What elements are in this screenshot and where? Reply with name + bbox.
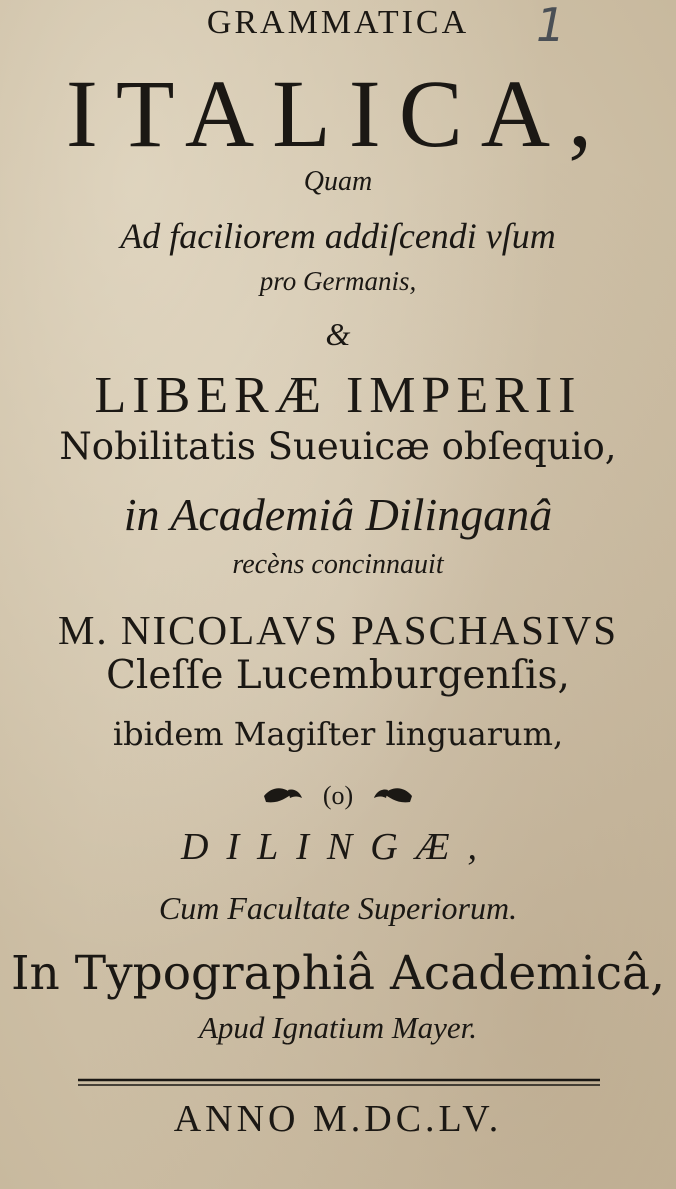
text-line-quam: Quam [303, 166, 373, 197]
printer-ornament [258, 776, 418, 816]
author-title-line: ibidem Magiſter linguarum, [112, 715, 564, 753]
text-line-recens: recèns concinnauit [232, 549, 444, 580]
imprint-year-line: ANNO M.DC.LV. [173, 1098, 503, 1140]
ornament-right-leaf-icon [374, 788, 412, 802]
printer-name-line: Apud Ignatium Mayer. [198, 1010, 478, 1045]
printer-line: In Typographiâ Academicâ, [10, 946, 666, 1001]
text-line-academia-dilingana: in Academiâ Dilinganâ [123, 489, 553, 540]
privilege-line: Cum Facultate Superiorum. [158, 890, 518, 926]
author-origin-line: Cleſſe Lucemburgenſis, [106, 653, 570, 698]
text-line-liberae-imperii: LIBERÆ IMPERII [94, 367, 582, 424]
title-line-grammatica: GRAMMATICA [206, 4, 470, 41]
text-line-ad-faciliorem: Ad faciliorem addiſcendi vſum [120, 216, 556, 256]
text-line-nobilitatis: Nobilitatis Sueuicæ obſequio, [59, 425, 617, 468]
place-line-dilingae: DILINGÆ, [181, 826, 495, 868]
handwritten-page-number: 1 [536, 0, 566, 52]
text-line-pro-germanis: pro Germanis, [259, 266, 417, 296]
ornament-center: (o) [322, 781, 354, 810]
title-line-italica: ITALICA, [65, 60, 611, 167]
author-name-line: M. NICOLAVS PASCHASIVS [57, 607, 619, 653]
ornament-left-leaf-icon [264, 788, 302, 802]
text-line-ampersand: & [325, 316, 351, 352]
double-rule-divider [78, 1078, 600, 1088]
